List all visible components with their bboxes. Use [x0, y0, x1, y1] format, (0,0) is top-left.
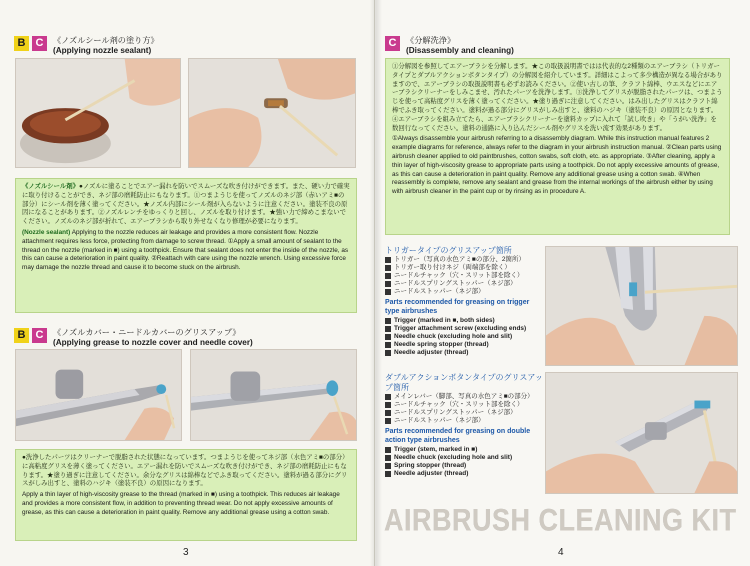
- text-en: ①Always disassemble your airbrush referring to a disassembly diagram. While this instruction manual features 2 example diagrams for reference, always refer to the diagram in your airbrush instruction manual. ②Clean parts using airbrush cleaner applied to old paintbrushes, cotton swabs, soft cloth, etc. as appropriate. ③After cleaning, apply a thin layer of high-viscosity grease to appropriate parts using a toothpick. Do not apply excessive amounts of grease, as this can cause a deterioration in paint quality. Remove any additional grease using a cotton swab. ④When reassembly is complete, remove any sealant and grease from the internal workings of the airbrush either by using with airbrush cleaner in the paint cup or by rinsing as in procedure A.: [392, 135, 722, 196]
- parts-item-jp: ニードルスプリングストッパー（ネジ部）: [394, 409, 517, 416]
- badge-b: B: [14, 328, 29, 343]
- text-jp: ①分解図を参照してエアーブラシを分解します。★この取扱説明書ではは代表的な2種類のエアーブラシ（トリガータイプとダブルアクションボタンタイプ）の分解図を紹介しています。詳細はこよって多少構造が異なる場合がありますので、エアーブラシの取扱説明書も必ずお読みください。②使い古しの筆、クラフト綿棒、ウエスなどにエアーブラシクリーナーをしみこませ、汚れたパーツを洗浄します。③洗浄してグリスが脱脂されたパーツは、つまようじを使って高粘度グリスを薄く塗ってください。★塗り過ぎに注意してください。はみ出したグリスはクラフト綿棒でふき取ってください。塗料が過る部分にグリスがしみ出すと、塗料のハジキ（塗装不良）の原因となります。④エアーブラシを組み立てたら、エアーブラシクリーナーを塗料カップに入れて「試し吹き」や「うがい洗浄」を数回行なってください。塗料の通路に入り込んだシール剤やグリスを洗い流す効果があります。: [392, 63, 723, 132]
- parts-title-jp: トリガータイプのグリスアップ箇所: [385, 246, 512, 255]
- section-header-grease-covers: [14, 328, 253, 348]
- label-en: (Nozzle sealant): [22, 228, 71, 236]
- parts-item-en: Needle chuck (excluding hole and slit): [394, 453, 513, 461]
- instruction-box-grease-covers: [15, 449, 357, 541]
- photo-airbrush-nozzle-cover: [15, 349, 182, 441]
- photo-double-action-greasing: [545, 372, 738, 494]
- parts-item-jp: ニードルスプリングストッパー（ネジ部）: [394, 280, 517, 287]
- parts-title-en: Parts recommended for greasing on trigger type airbrushes: [385, 299, 530, 315]
- label-jp: 《ノズルシール剤》: [22, 183, 79, 190]
- section-title-en: (Applying grease to nozzle cover and needle cover): [53, 338, 253, 347]
- parts-item-jp: ニードルストッパー（ネジ部）: [394, 417, 485, 424]
- instruction-box-disassembly: [385, 58, 730, 235]
- photo-trigger-greasing: [545, 246, 738, 366]
- page-number: 4: [558, 547, 564, 558]
- section-title-en: (Disassembly and cleaning): [406, 46, 514, 55]
- photo-nozzle-sealant: [188, 58, 356, 168]
- text-jp: ●洗浄したパーツはクリーナーで脱脂された状態になっています。つまようじを使ってネジ部（水色アミ■の部分）に高粘度グリスを薄く塗ってください。エアー漏れを防いでスムーズな吹き付けができ、ネジ部の磨耗防止にもなります。★塗り過ぎに注意してください。余分なグリスは綿棒などでふき取ってください。塗料が過る部分にグリスがしみ出すと、塗料のハジキ（塗装不良）の原因になります。: [22, 454, 349, 488]
- parts-item-en: Needle spring stopper (thread): [394, 340, 489, 348]
- parts-item-en: Needle adjuster (thread): [394, 469, 469, 477]
- section-title-en: (Applying nozzle sealant): [53, 46, 152, 55]
- badge-c: C: [32, 36, 47, 51]
- section-header-nozzle-sealant: [14, 36, 159, 56]
- section-title-jp: 《ノズルカバー・ニードルカバーのグリスアップ》: [53, 328, 241, 337]
- parts-list-double-action: [385, 373, 545, 478]
- instruction-box-nozzle-sealant: [15, 178, 357, 313]
- parts-item-en: Needle adjuster (thread): [394, 348, 469, 356]
- parts-item-en: Spring stopper (thread): [394, 461, 467, 469]
- parts-item-jp: ニードルチャック（穴・スリット部を除く）: [394, 272, 524, 279]
- parts-item-jp: ニードルチャック（穴・スリット部を除く）: [394, 401, 524, 408]
- parts-item-en: Trigger attachment screw (excluding ends): [394, 324, 527, 332]
- text-jp: ●ノズルに塗ることでエアー漏れを防いでスムーズな吹き付けができます。また、硬い力で確実に取り付けることができ、ネジ部の磨耗防止にもなります。①つまようじを使ってノズルのネジ部（赤いアミ■の部分）にシール剤を薄く塗ってください。★ノズル内部にシール剤が入らないように注意ください。塗装不良の原因になることがあります。②ノズルレンチをゆっくりと回し、ノズルを取り付けます。★強い力で締めこまないでください。ノズルのネジ部が折れて、エアーブラシから取り外せなくなり修理が必要になります。: [22, 183, 350, 226]
- text-en: Apply a thin layer of high-viscosity grease to the thread (marked in ■) using a toothpick. This reduces air leakage and provides a more consistent flow, in addition to preventing thread wear. Do not apply excessive amounts of grease, as this can cause a deterioration in paint quality. Remove any additional grease using a cotton swab.: [22, 491, 340, 516]
- section-title-jp: 《ノズルシール剤の塗り方》: [53, 36, 159, 45]
- parts-title-jp: ダブルアクションボタンタイプのグリスアップ箇所: [385, 373, 543, 392]
- parts-item-en: Trigger (marked in ■, both sides): [394, 316, 495, 324]
- photo-sealant-jar: [15, 58, 181, 168]
- parts-title-en: Parts recommended for greasing on double action type airbrushes: [385, 428, 531, 444]
- photo-airbrush-needle-cover: [190, 349, 357, 441]
- parts-item-jp: トリガー（写真の水色アミ■の部分、2箇所）: [394, 256, 525, 263]
- parts-item-en: Trigger (stem, marked in ■): [394, 445, 478, 453]
- parts-item-en: Needle chuck (excluding hole and slit): [394, 332, 513, 340]
- parts-item-jp: メインレバー（脚部、写真の水色アミ■の部分）: [394, 393, 534, 400]
- page-4: [375, 0, 750, 566]
- brand-title: AIRBRUSH CLEANING KIT: [384, 503, 737, 538]
- section-header-disassembly: [385, 36, 514, 56]
- text-en: Applying to the nozzle reduces air leakage and provides a more consistent flow. Nozzle attachment requires less force, protecting from damage to screw thread. ①Apply a small amount of sealant to the thread on the nozzle (marked in ■) using a toothpick. Ensure that sealant does not enter the inside of the nozzle, as this can cause a deterioration in paint quality. ②Reattach with care using the nozzle wrench. Using excessive force may damage the nozzle thread and cause it to become stuck on the airbrush.: [22, 228, 349, 272]
- badge-c: C: [32, 328, 47, 343]
- parts-item-jp: ニードルストッパー（ネジ部）: [394, 288, 485, 295]
- page-number: 3: [183, 547, 189, 558]
- parts-list-trigger-type: [385, 246, 545, 357]
- parts-item-jp: トリガー取り付けネジ（両端部を除く）: [394, 264, 511, 271]
- badge-b: B: [14, 36, 29, 51]
- badge-c: C: [385, 36, 400, 51]
- section-title-jp: 《分解洗浄》: [406, 36, 456, 45]
